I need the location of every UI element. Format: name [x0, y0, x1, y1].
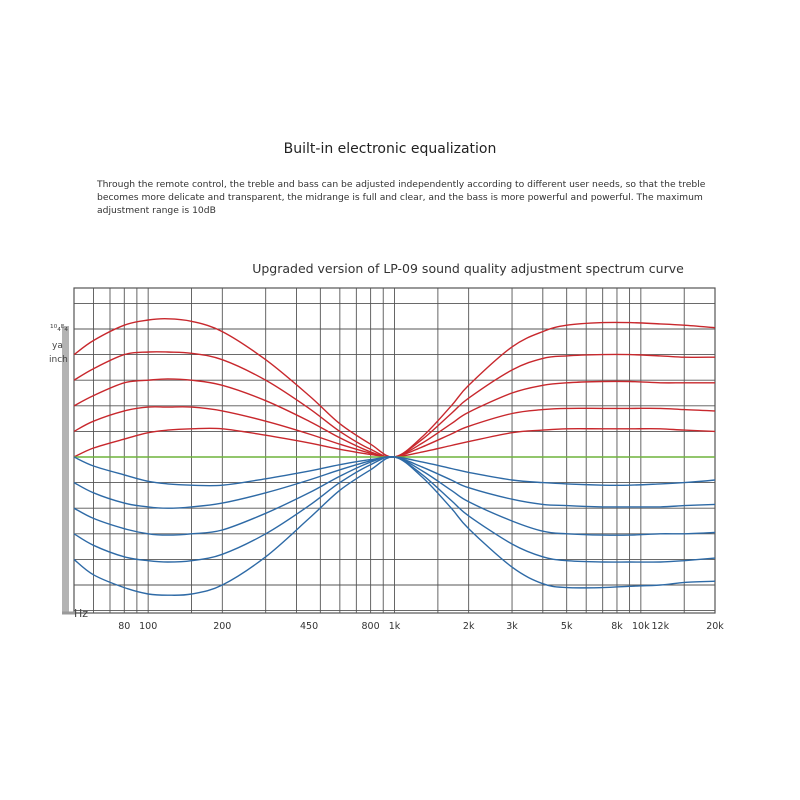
- x-tick-label: 100: [139, 621, 158, 632]
- chart-title: Upgraded version of LP-09 sound quality adjustment spectrum curve: [252, 261, 684, 276]
- x-tick-label: 5k: [560, 621, 573, 632]
- y-axis-mark-ya: ya: [52, 341, 63, 351]
- x-tick-label: 3k: [506, 621, 518, 632]
- x-tick-label: 450: [300, 621, 319, 632]
- x-tick-label: 800: [361, 621, 380, 632]
- y-axis-bar: [62, 326, 69, 613]
- chart-grid: [74, 288, 715, 613]
- x-tick-label: 200: [213, 621, 232, 632]
- description-text: Through the remote control, the treble and bass can be adjusted independently according to different user needs, so that the treble becomes more delicate and transparent, the midrange is full and clear, and the bass is more powerful and powerful. The maximum adjustment range is 10dB: [97, 179, 706, 217]
- x-tick-label: 1k: [388, 621, 401, 632]
- y-axis-mark-inch: inch: [49, 355, 68, 365]
- x-tick-label: 20k: [706, 621, 724, 632]
- x-tick-label: 10k: [632, 621, 650, 632]
- x-axis-label: Hz: [74, 607, 89, 620]
- x-tick-label: 12k: [651, 621, 670, 632]
- x-tick-label: 8k: [611, 621, 623, 632]
- x-tick-labels: [118, 621, 724, 632]
- x-tick-label: 80: [118, 621, 131, 632]
- x-tick-label: 2k: [462, 621, 475, 632]
- page-heading: Built-in electronic equalization: [283, 141, 497, 157]
- y-axis-mark-top: ¹⁰₄ᴱ₄: [50, 324, 69, 334]
